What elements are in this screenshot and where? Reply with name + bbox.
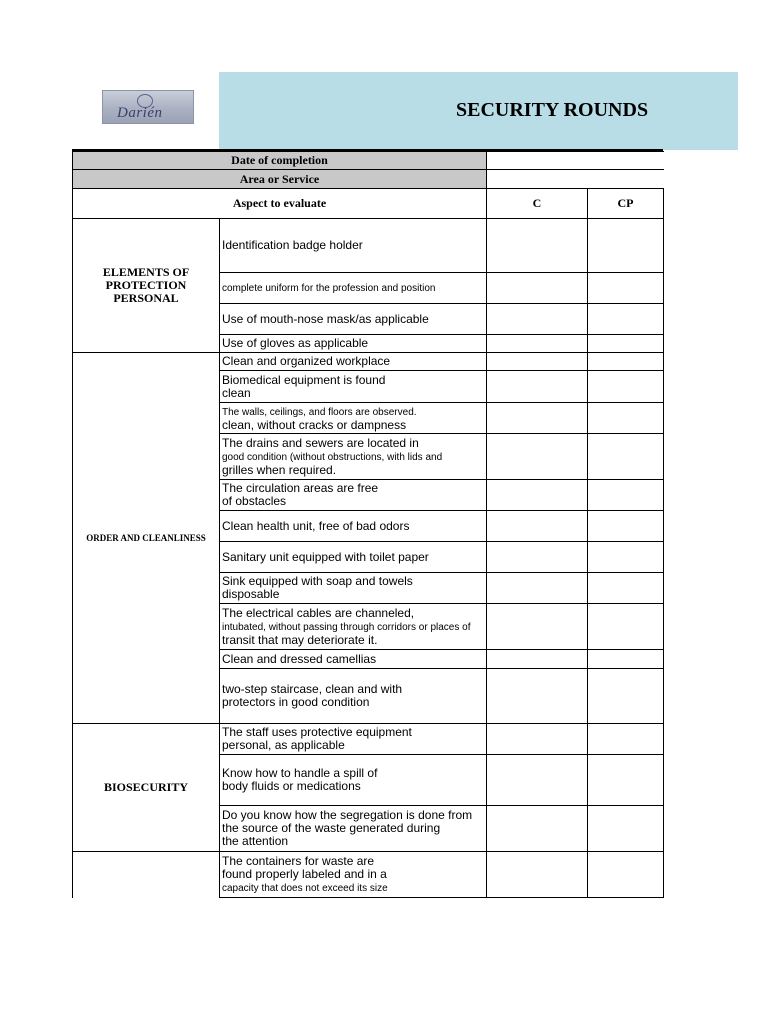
checklist-item: Clean health unit, free of bad odors: [220, 511, 487, 542]
c-checkbox[interactable]: [487, 304, 588, 335]
c-checkbox[interactable]: [487, 755, 588, 806]
checklist-item: The walls, ceilings, and floors are observed. clean, without cracks or dampness: [220, 403, 487, 434]
cp-checkbox[interactable]: [588, 480, 664, 511]
cp-checkbox[interactable]: [588, 755, 664, 806]
cp-checkbox[interactable]: [588, 650, 664, 669]
checklist-item: complete uniform for the profession and position: [220, 273, 487, 304]
darien-logo: [102, 90, 194, 124]
cp-column-header: CP: [588, 189, 664, 219]
checklist-item: Clean and dressed camellias: [220, 650, 487, 669]
category-biosecurity: BIOSECURITY: [73, 724, 220, 852]
category-elements-of-protection: ELEMENTS OF PROTECTION PERSONAL: [73, 219, 220, 353]
checklist-item: Do you know how the segregation is done from the source of the waste generated during the attention: [220, 806, 487, 852]
cp-checkbox[interactable]: [588, 273, 664, 304]
cp-checkbox[interactable]: [588, 573, 664, 604]
checklist-item: Sanitary unit equipped with toilet paper: [220, 542, 487, 573]
category-continued: [73, 852, 220, 898]
cp-checkbox[interactable]: [588, 511, 664, 542]
checklist-item: The containers for waste are found properly labeled and in a capacity that does not exceed its size: [220, 852, 487, 898]
c-checkbox[interactable]: [487, 353, 588, 371]
c-checkbox[interactable]: [487, 434, 588, 480]
checklist-item: Know how to handle a spill of body fluids or medications: [220, 755, 487, 806]
date-of-completion-label: Date of completion: [73, 152, 487, 170]
c-checkbox[interactable]: [487, 669, 588, 724]
c-checkbox[interactable]: [487, 542, 588, 573]
c-checkbox[interactable]: [487, 806, 588, 852]
cp-checkbox[interactable]: [588, 219, 664, 273]
checklist-item: The circulation areas are free of obstacles: [220, 480, 487, 511]
cp-checkbox[interactable]: [588, 434, 664, 480]
cp-checkbox[interactable]: [588, 403, 664, 434]
c-checkbox[interactable]: [487, 273, 588, 304]
checklist-item: Clean and organized workplace: [220, 353, 487, 371]
c-checkbox[interactable]: [487, 219, 588, 273]
checklist-item: Identification badge holder: [220, 219, 487, 273]
security-rounds-form: [72, 151, 664, 898]
c-checkbox[interactable]: [487, 604, 588, 650]
c-checkbox[interactable]: [487, 335, 588, 353]
area-or-service-label: Area or Service: [73, 170, 487, 189]
checklist-item: two-step staircase, clean and with protectors in good condition: [220, 669, 487, 724]
cp-checkbox[interactable]: [588, 542, 664, 573]
checklist-item: The drains and sewers are located in good condition (without obstructions, with lids and grilles when required.: [220, 434, 487, 480]
cp-checkbox[interactable]: [588, 304, 664, 335]
c-checkbox[interactable]: [487, 724, 588, 755]
c-checkbox[interactable]: [487, 511, 588, 542]
c-checkbox[interactable]: [487, 480, 588, 511]
cp-checkbox[interactable]: [588, 852, 664, 898]
c-checkbox[interactable]: [487, 852, 588, 898]
c-checkbox[interactable]: [487, 650, 588, 669]
date-of-completion-field[interactable]: [487, 152, 664, 170]
checklist-item: The electrical cables are channeled, intubated, without passing through corridors or places of transit that may deteriorate it.: [220, 604, 487, 650]
c-checkbox[interactable]: [487, 371, 588, 403]
c-checkbox[interactable]: [487, 573, 588, 604]
cp-checkbox[interactable]: [588, 669, 664, 724]
category-order-and-cleanliness: ORDER AND CLEANLINESS: [73, 353, 220, 724]
cp-checkbox[interactable]: [588, 371, 664, 403]
checklist-item: Biomedical equipment is found clean: [220, 371, 487, 403]
cp-checkbox[interactable]: [588, 724, 664, 755]
c-checkbox[interactable]: [487, 403, 588, 434]
checklist-item: The staff uses protective equipment personal, as applicable: [220, 724, 487, 755]
page-title: SECURITY ROUNDS: [456, 99, 649, 121]
checklist-item: Use of mouth-nose mask/as applicable: [220, 304, 487, 335]
checklist-item: Use of gloves as applicable: [220, 335, 487, 353]
cp-checkbox[interactable]: [588, 604, 664, 650]
c-column-header: C: [487, 189, 588, 219]
logo-text: Darién: [117, 105, 163, 121]
cp-checkbox[interactable]: [588, 335, 664, 353]
cp-checkbox[interactable]: [588, 806, 664, 852]
aspect-to-evaluate-header: Aspect to evaluate: [73, 189, 487, 219]
checklist-item: Sink equipped with soap and towels disposable: [220, 573, 487, 604]
area-or-service-field[interactable]: [487, 170, 664, 189]
cp-checkbox[interactable]: [588, 353, 664, 371]
